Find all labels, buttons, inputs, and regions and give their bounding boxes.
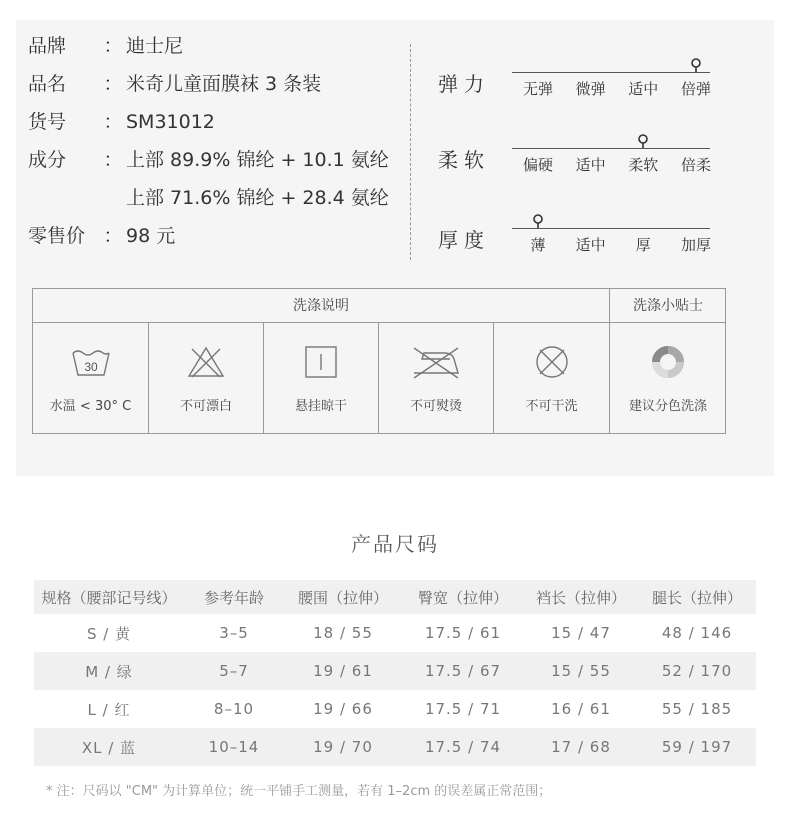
table-cell: XL / 蓝: [81, 738, 137, 757]
table-cell: 48 / 146: [661, 624, 733, 642]
column-header: 规格（腰部记号线）: [41, 588, 177, 607]
colon: ：: [103, 225, 123, 247]
sku-label: 货号: [28, 111, 67, 133]
table-cell: 15 / 55: [551, 662, 611, 680]
table-row: [34, 652, 756, 690]
care-tip-label: 建议分色洗涤: [628, 399, 707, 414]
location-pin-icon: [636, 134, 650, 148]
scale-option: 微弹: [575, 80, 606, 98]
price-row: [28, 224, 389, 262]
table-cell: 19 / 66: [313, 700, 373, 718]
scale-line: [512, 148, 710, 149]
colon: ：: [103, 35, 123, 57]
care-item-hang-dry: [264, 323, 379, 434]
table-cell: 17.5 / 61: [424, 624, 502, 642]
table-cell: 16 / 61: [551, 700, 611, 718]
price-label: 零售价: [28, 225, 86, 247]
table-row: [34, 690, 756, 728]
no-dry-clean-icon: [532, 345, 572, 379]
care-label: 不可干洗: [525, 399, 578, 414]
care-label: 不可熨烫: [409, 399, 462, 414]
dashed-divider: [410, 44, 411, 260]
care-item-dry-clean: [494, 323, 610, 434]
no-iron-icon: [410, 345, 462, 379]
care-label: 不可漂白: [179, 399, 232, 414]
colon: ：: [103, 111, 123, 133]
composition-line-2: 上部 71.6% 锦纶 + 28.4 氨纶: [126, 187, 389, 209]
measurement-note: * 注：尺码以 "CM" 为计算单位；统一平铺手工测量，若有 1–2cm 的误差属正常范围；: [46, 784, 552, 799]
scale-option: 偏硬: [522, 156, 553, 174]
table-cell: M / 绿: [85, 662, 133, 681]
brand-label: 品牌: [28, 35, 67, 57]
wash-temp-number: 30: [83, 360, 98, 374]
size-table: [34, 580, 756, 766]
column-header: 腰围（拉伸）: [297, 588, 388, 607]
table-cell: L / 红: [87, 700, 131, 719]
table-cell: 59 / 197: [661, 738, 733, 756]
scale-option: 薄: [530, 236, 546, 254]
scale-option: 无弹: [522, 80, 553, 98]
table-cell: 10–14: [208, 738, 260, 756]
no-bleach-icon: [186, 345, 226, 379]
care-title: 洗涤说明: [33, 289, 610, 323]
care-label: 悬挂晾干: [294, 399, 347, 414]
thickness-scale: [438, 220, 738, 270]
scale-option: 适中: [575, 236, 606, 254]
name-value: 米奇儿童面膜袜 3 条装: [126, 73, 322, 95]
column-header: 参考年龄: [203, 588, 264, 607]
colon: ：: [103, 149, 123, 171]
table-row: [34, 728, 756, 766]
care-table: [32, 288, 726, 434]
care-tips-title: 洗涤小贴士: [610, 289, 726, 323]
composition-line-1: 上部 89.9% 锦纶 + 10.1 氨纶: [126, 149, 389, 171]
size-table-header: [34, 580, 756, 614]
table-cell: 52 / 170: [661, 662, 733, 680]
table-cell: 17 / 68: [551, 738, 611, 756]
table-cell: 3–5: [219, 624, 249, 642]
brand-value: 迪士尼: [126, 35, 184, 57]
color-separate-icon: [648, 345, 688, 379]
column-header: 臀宽（拉伸）: [417, 588, 508, 607]
care-item-iron: [379, 323, 494, 434]
elasticity-scale: [438, 64, 738, 114]
table-cell: 17.5 / 74: [424, 738, 502, 756]
table-cell: 18 / 55: [313, 624, 373, 642]
care-label: 水温 < 30° C: [49, 399, 132, 414]
composition-row: [28, 148, 389, 186]
brand-row: [28, 34, 389, 72]
table-cell: 19 / 61: [313, 662, 373, 680]
sku-row: [28, 110, 389, 148]
hang-dry-icon: [301, 345, 341, 379]
composition-row-2: [28, 186, 389, 224]
table-cell: S / 黄: [86, 624, 132, 643]
scale-option: 厚: [635, 236, 651, 254]
table-cell: 17.5 / 67: [424, 662, 502, 680]
table-cell: 15 / 47: [551, 624, 611, 642]
care-item-bleach: [149, 323, 264, 434]
price-value: 98 元: [126, 225, 176, 247]
scale-option: 倍弹: [680, 80, 711, 98]
table-cell: 17.5 / 71: [424, 700, 502, 718]
composition-label: 成分: [28, 149, 67, 171]
attribute-name: 弹力: [438, 72, 490, 96]
column-header: 腿长（拉伸）: [651, 588, 742, 607]
table-cell: 8–10: [213, 700, 255, 718]
table-row: [34, 614, 756, 652]
scale-line: [512, 228, 710, 229]
care-item-wash: [33, 323, 149, 434]
softness-scale: [438, 140, 738, 190]
scale-option: 适中: [575, 156, 606, 174]
table-cell: 5–7: [219, 662, 249, 680]
care-tip-color: [610, 323, 726, 434]
location-pin-icon: [689, 58, 703, 72]
name-label: 品名: [28, 73, 67, 95]
scale-option: 加厚: [680, 236, 711, 254]
scale-option: 适中: [628, 80, 659, 98]
location-pin-icon: [531, 214, 545, 228]
sku-value: SM31012: [126, 111, 215, 133]
wash-30-icon: [71, 345, 111, 379]
scale-line: [512, 72, 710, 73]
attribute-name: 厚度: [438, 228, 490, 252]
colon: ：: [103, 73, 123, 95]
column-header: 裆长（拉伸）: [535, 588, 626, 607]
table-cell: 19 / 70: [313, 738, 373, 756]
product-info: [28, 34, 389, 262]
scale-option: 倍柔: [680, 156, 711, 174]
scale-option: 柔软: [628, 156, 659, 174]
table-cell: 55 / 185: [661, 700, 733, 718]
size-chart-title: 产品尺码: [351, 532, 439, 556]
name-row: [28, 72, 389, 110]
attribute-name: 柔软: [438, 148, 490, 172]
